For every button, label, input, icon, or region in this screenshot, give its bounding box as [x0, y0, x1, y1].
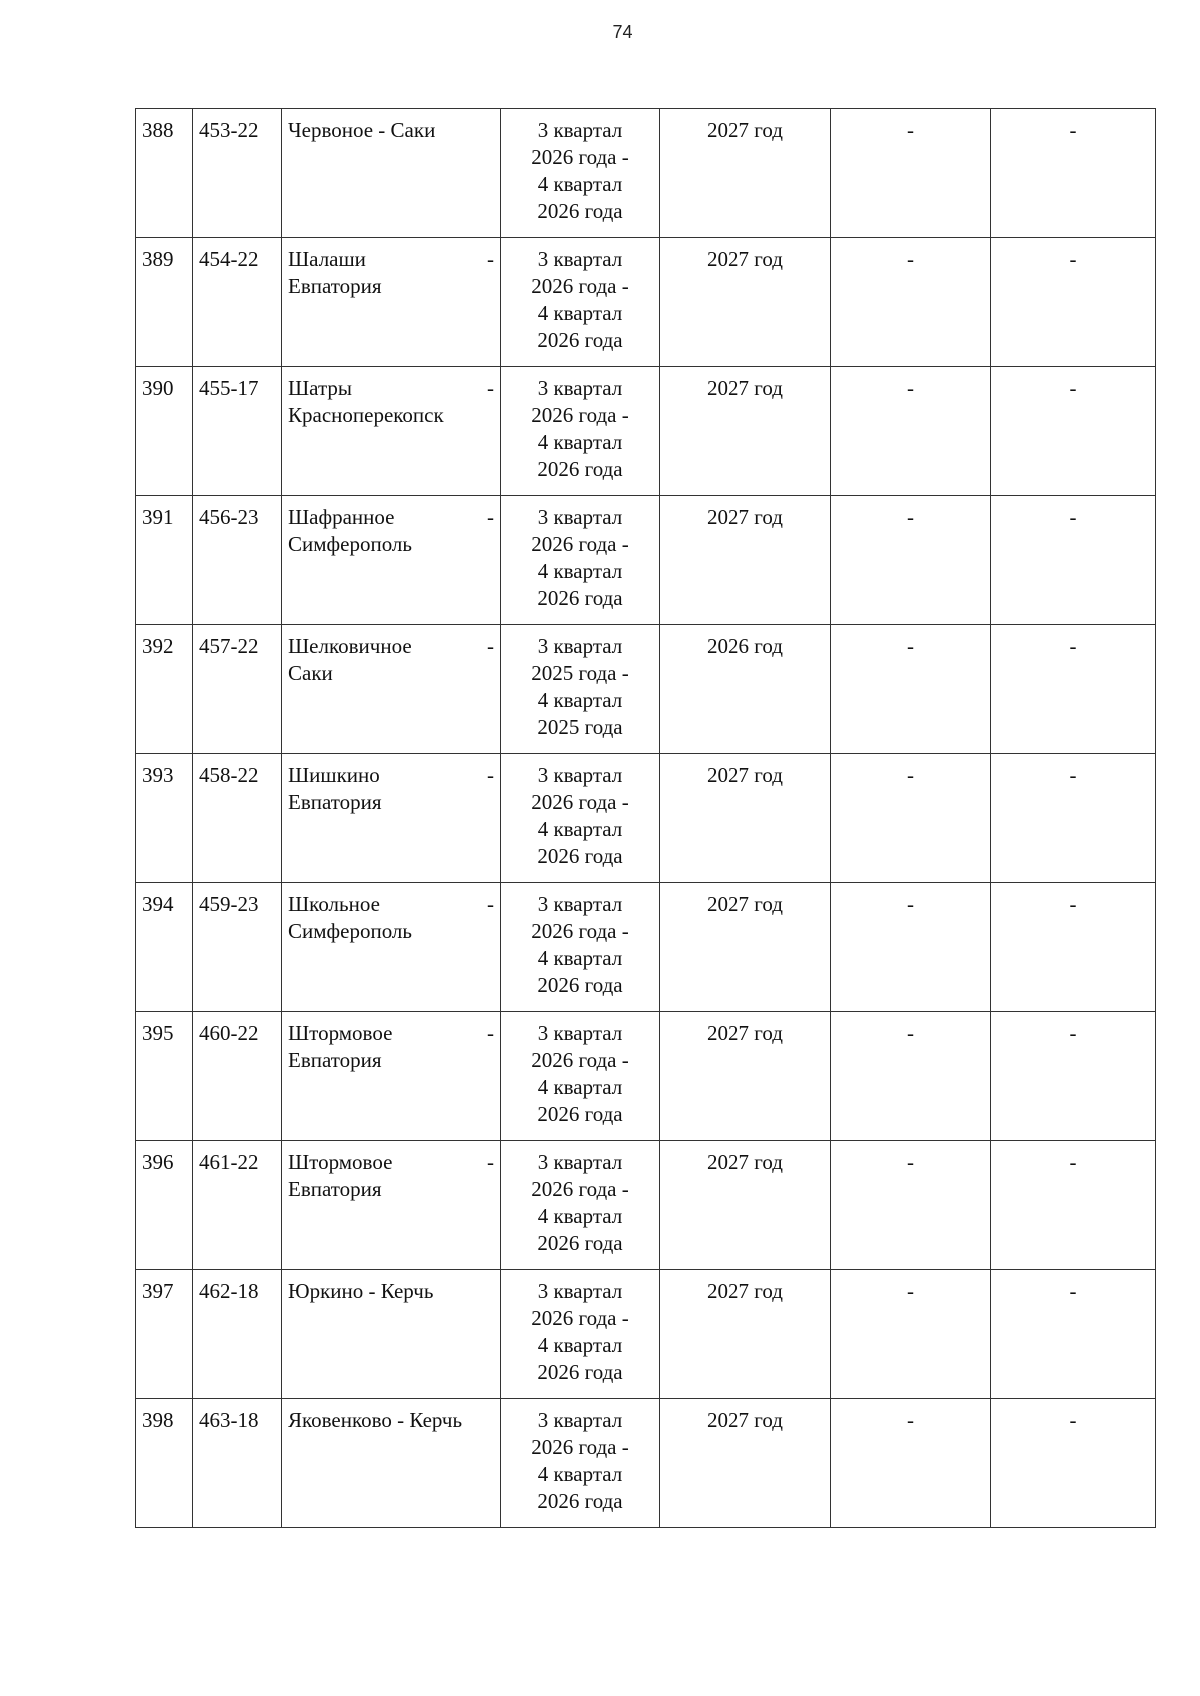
- table-row: [136, 1012, 1156, 1141]
- status-cell-b: -: [991, 1270, 1156, 1399]
- status-cell-a: -: [831, 109, 991, 238]
- period-cell: [501, 1141, 660, 1270]
- table-row: [136, 754, 1156, 883]
- period-line: 2026 года: [537, 457, 623, 481]
- period-cell: [501, 1012, 660, 1141]
- route-code-cell: 460-22: [193, 1012, 282, 1141]
- route-end: Саки: [288, 661, 333, 685]
- period-line: 2026 года: [537, 1102, 623, 1126]
- period-cell: [501, 883, 660, 1012]
- period-line: 2026 года: [537, 328, 623, 352]
- route-name-cell: [282, 496, 501, 625]
- year-cell: 2026 год: [660, 625, 831, 754]
- status-cell-a: -: [831, 367, 991, 496]
- route-start: Шелковичное: [288, 634, 412, 658]
- period-cell: [501, 1270, 660, 1399]
- route-name-cell: [282, 754, 501, 883]
- route-start: Штормовое: [288, 1150, 393, 1174]
- route-separator: -: [487, 1150, 494, 1174]
- route-end: Симферополь: [288, 532, 412, 556]
- route-separator: -: [487, 1021, 494, 1045]
- status-cell-b: -: [991, 883, 1156, 1012]
- route-code-cell: 458-22: [193, 754, 282, 883]
- row-number-cell: 392: [136, 625, 193, 754]
- route-end: Евпатория: [288, 274, 382, 298]
- period-cell: [501, 754, 660, 883]
- period-line: 4 квартал: [537, 301, 623, 325]
- route-start: Шафранное: [288, 505, 395, 529]
- period-line: 2026 года -: [531, 532, 629, 556]
- route-separator: [490, 1278, 494, 1305]
- route-schedule-table: [135, 108, 1156, 1528]
- route-code-cell: 461-22: [193, 1141, 282, 1270]
- period-line: 4 квартал: [537, 817, 623, 841]
- period-cell: [501, 367, 660, 496]
- route-start: Червоное - Саки: [288, 118, 436, 142]
- period-line: 4 квартал: [537, 1204, 623, 1228]
- route-start: Шалаши: [288, 247, 366, 271]
- table-row: [136, 1399, 1156, 1528]
- table-row: [136, 1141, 1156, 1270]
- period-line: 2026 года -: [531, 274, 629, 298]
- row-number-cell: 393: [136, 754, 193, 883]
- period-line: 4 квартал: [537, 559, 623, 583]
- row-number-cell: 396: [136, 1141, 193, 1270]
- period-line: 2026 года -: [531, 790, 629, 814]
- route-name-cell: [282, 625, 501, 754]
- status-cell-b: -: [991, 754, 1156, 883]
- table-row: [136, 1270, 1156, 1399]
- period-line: 2026 года -: [531, 145, 629, 169]
- table-body: [136, 109, 1156, 1528]
- route-end: Красноперекопск: [288, 403, 444, 427]
- year-cell: 2027 год: [660, 1399, 831, 1528]
- period-line: 2026 года: [537, 1489, 623, 1513]
- period-line: 2026 года: [537, 1231, 623, 1255]
- year-cell: 2027 год: [660, 1270, 831, 1399]
- route-separator: -: [487, 505, 494, 529]
- table-row: [136, 496, 1156, 625]
- period-line: 2026 года: [537, 586, 623, 610]
- route-name-cell: [282, 883, 501, 1012]
- status-cell-a: -: [831, 1270, 991, 1399]
- period-line: 2026 года -: [531, 1435, 629, 1459]
- status-cell-a: -: [831, 1399, 991, 1528]
- status-cell-a: -: [831, 625, 991, 754]
- route-code-cell: 456-23: [193, 496, 282, 625]
- period-line: 2026 года: [537, 973, 623, 997]
- status-cell-b: -: [991, 496, 1156, 625]
- route-name-cell: [282, 109, 501, 238]
- route-separator: -: [487, 634, 494, 658]
- route-end: Симферополь: [288, 919, 412, 943]
- table-row: [136, 109, 1156, 238]
- period-line: 2025 года: [537, 715, 623, 739]
- period-line: 3 квартал: [537, 763, 623, 787]
- status-cell-b: -: [991, 238, 1156, 367]
- status-cell-b: -: [991, 1399, 1156, 1528]
- period-line: 4 квартал: [537, 688, 623, 712]
- route-separator: -: [487, 376, 494, 400]
- period-line: 3 квартал: [537, 1021, 623, 1045]
- row-number-cell: 394: [136, 883, 193, 1012]
- status-cell-a: -: [831, 883, 991, 1012]
- status-cell-a: -: [831, 1012, 991, 1141]
- period-line: 2026 года -: [531, 1048, 629, 1072]
- route-separator: -: [487, 763, 494, 787]
- year-cell: 2027 год: [660, 109, 831, 238]
- row-number-cell: 395: [136, 1012, 193, 1141]
- route-separator: -: [487, 247, 494, 271]
- period-cell: [501, 109, 660, 238]
- route-code-cell: 459-23: [193, 883, 282, 1012]
- route-separator: [490, 1407, 494, 1434]
- period-line: 2026 года -: [531, 919, 629, 943]
- route-code-cell: 463-18: [193, 1399, 282, 1528]
- period-cell: [501, 1399, 660, 1528]
- route-name-cell: [282, 1012, 501, 1141]
- route-start: Яковенково - Керчь: [288, 1408, 463, 1432]
- period-line: 3 квартал: [537, 376, 623, 400]
- period-cell: [501, 238, 660, 367]
- route-start: Шишкино: [288, 763, 380, 787]
- period-line: 4 квартал: [537, 1462, 623, 1486]
- status-cell-b: -: [991, 109, 1156, 238]
- route-separator: -: [487, 892, 494, 916]
- row-number-cell: 398: [136, 1399, 193, 1528]
- route-name-cell: [282, 367, 501, 496]
- year-cell: 2027 год: [660, 238, 831, 367]
- status-cell-a: -: [831, 754, 991, 883]
- route-separator: [490, 117, 494, 144]
- row-number-cell: 389: [136, 238, 193, 367]
- period-cell: [501, 625, 660, 754]
- route-code-cell: 454-22: [193, 238, 282, 367]
- period-line: 2026 года -: [531, 403, 629, 427]
- year-cell: 2027 год: [660, 1012, 831, 1141]
- route-start: Шатры: [288, 376, 353, 400]
- table-row: [136, 238, 1156, 367]
- status-cell-a: -: [831, 1141, 991, 1270]
- status-cell-b: -: [991, 625, 1156, 754]
- period-line: 3 квартал: [537, 1408, 623, 1432]
- table-row: [136, 625, 1156, 754]
- status-cell-a: -: [831, 496, 991, 625]
- year-cell: 2027 год: [660, 1141, 831, 1270]
- row-number-cell: 397: [136, 1270, 193, 1399]
- route-code-cell: 453-22: [193, 109, 282, 238]
- period-line: 2026 года: [537, 1360, 623, 1384]
- period-line: 3 квартал: [537, 1279, 623, 1303]
- year-cell: 2027 год: [660, 496, 831, 625]
- period-line: 3 квартал: [537, 892, 623, 916]
- status-cell-a: -: [831, 238, 991, 367]
- period-line: 2026 года -: [531, 1306, 629, 1330]
- route-name-cell: [282, 238, 501, 367]
- status-cell-b: -: [991, 1141, 1156, 1270]
- status-cell-b: -: [991, 367, 1156, 496]
- period-line: 3 квартал: [537, 247, 623, 271]
- row-number-cell: 391: [136, 496, 193, 625]
- period-line: 4 квартал: [537, 1333, 623, 1357]
- table-row: [136, 367, 1156, 496]
- year-cell: 2027 год: [660, 367, 831, 496]
- period-line: 3 квартал: [537, 505, 623, 529]
- period-line: 4 квартал: [537, 946, 623, 970]
- period-line: 3 квартал: [537, 118, 623, 142]
- route-name-cell: [282, 1270, 501, 1399]
- row-number-cell: 390: [136, 367, 193, 496]
- route-code-cell: 462-18: [193, 1270, 282, 1399]
- route-start: Юркино - Керчь: [288, 1279, 434, 1303]
- period-line: 2026 года: [537, 844, 623, 868]
- period-cell: [501, 496, 660, 625]
- period-line: 2026 года: [537, 199, 623, 223]
- period-line: 2026 года -: [531, 1177, 629, 1201]
- route-name-cell: [282, 1399, 501, 1528]
- period-line: 4 квартал: [537, 430, 623, 454]
- period-line: 4 квартал: [537, 1075, 623, 1099]
- route-start: Штормовое: [288, 1021, 393, 1045]
- row-number-cell: 388: [136, 109, 193, 238]
- table-row: [136, 883, 1156, 1012]
- period-line: 3 квартал: [537, 1150, 623, 1174]
- route-start: Школьное: [288, 892, 380, 916]
- period-line: 3 квартал: [537, 634, 623, 658]
- year-cell: 2027 год: [660, 754, 831, 883]
- route-code-cell: 457-22: [193, 625, 282, 754]
- period-line: 2025 года -: [531, 661, 629, 685]
- period-line: 4 квартал: [537, 172, 623, 196]
- route-end: Евпатория: [288, 1177, 382, 1201]
- route-name-cell: [282, 1141, 501, 1270]
- route-end: Евпатория: [288, 790, 382, 814]
- route-code-cell: 455-17: [193, 367, 282, 496]
- year-cell: 2027 год: [660, 883, 831, 1012]
- status-cell-b: -: [991, 1012, 1156, 1141]
- page-number: 74: [612, 22, 633, 42]
- route-end: Евпатория: [288, 1048, 382, 1072]
